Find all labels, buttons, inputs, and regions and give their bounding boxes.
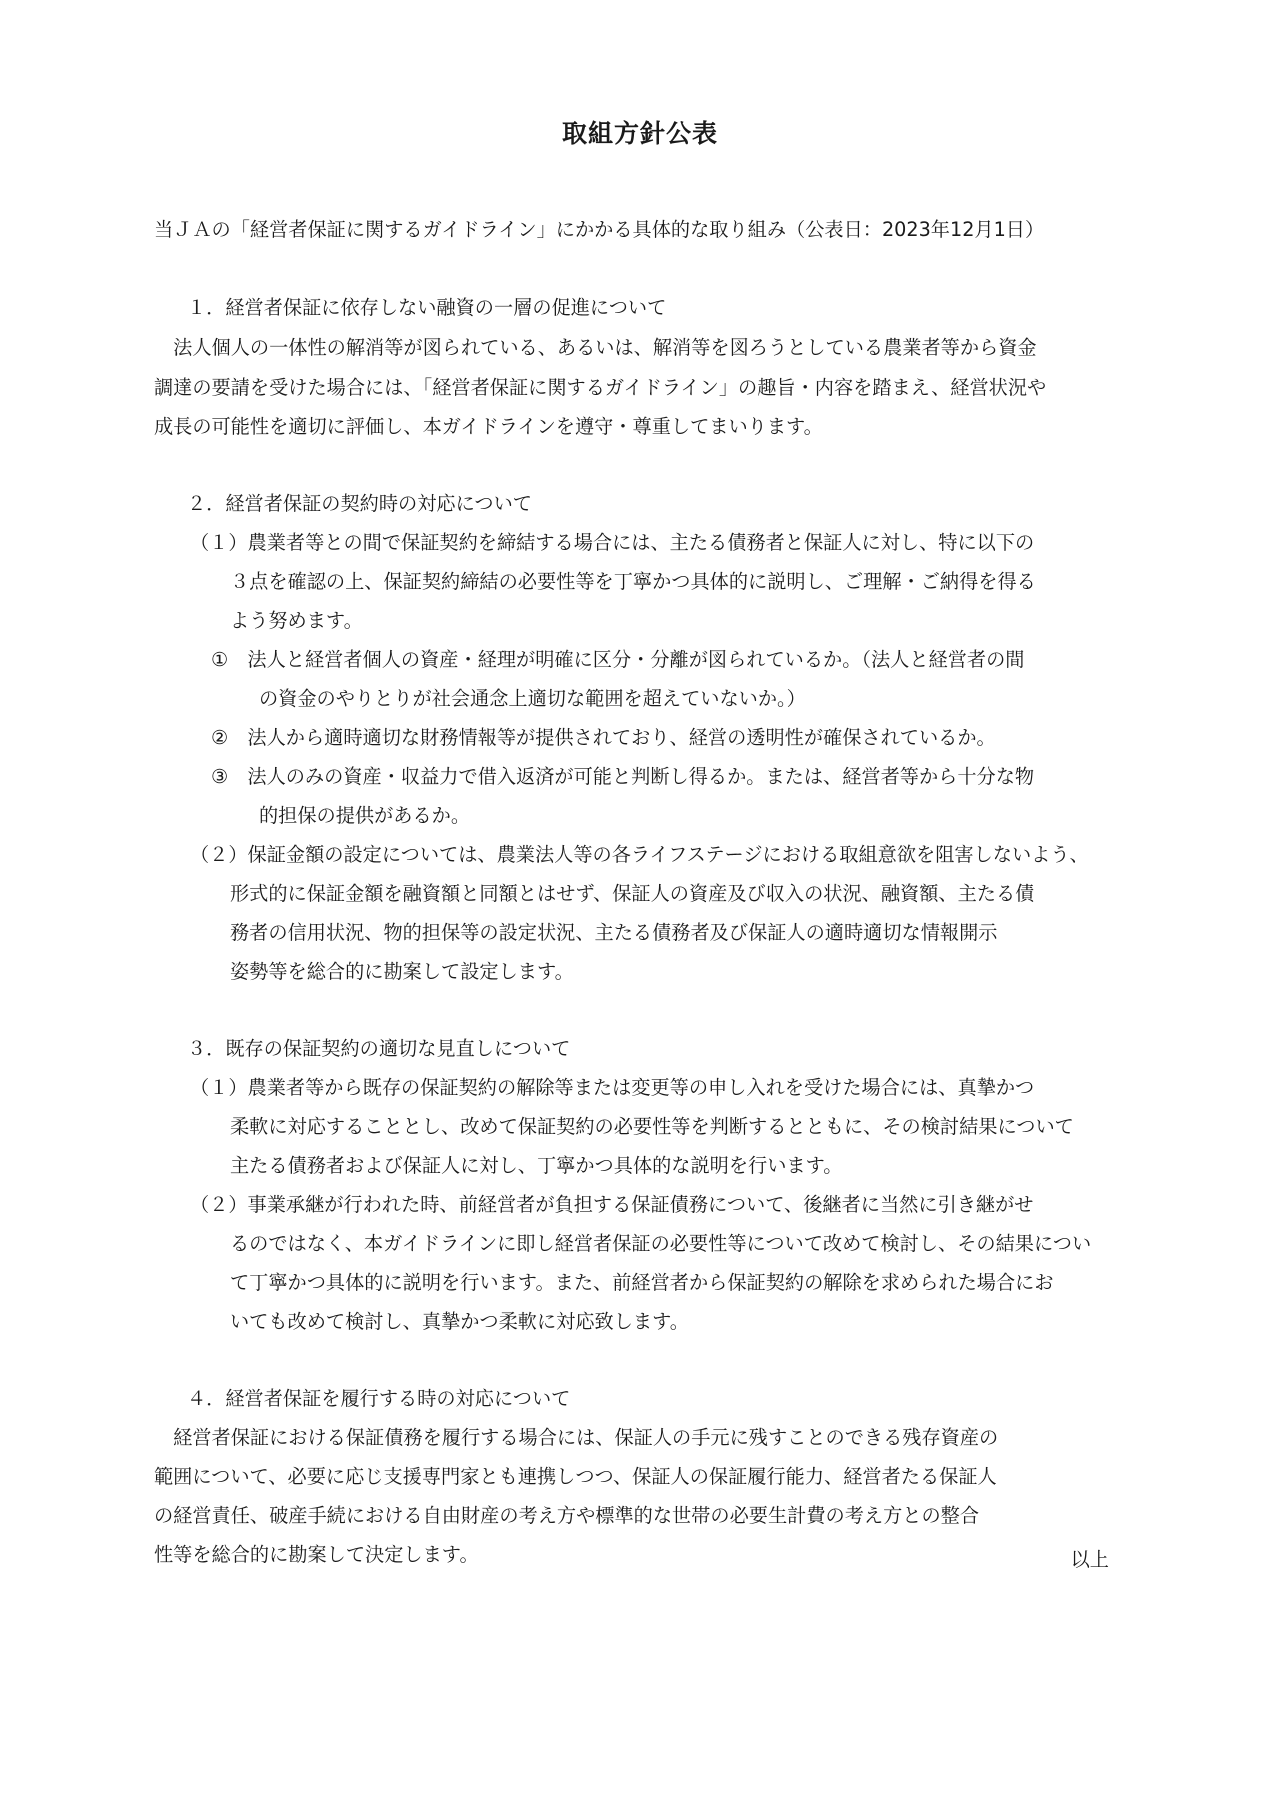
section-3-heading: ３．既存の保証契約の適切な見直しについて xyxy=(187,1037,571,1060)
section-4-body-line: 性等を総合的に勘案して決定します。 xyxy=(154,1543,479,1566)
section-2-item-1-line: よう努めます。 xyxy=(230,609,363,632)
section-1-heading: １．経営者保証に依存しない融資の一層の促進について xyxy=(187,296,667,319)
section-4-body-line: の経営責任、破産手続における自由財産の考え方や標準的な世帯の必要生計費の考え方との整合 xyxy=(154,1504,980,1527)
section-3-item-2-line: るのではなく、本ガイドラインに即し経営者保証の必要性等について改めて検討し、その結果につい xyxy=(230,1232,1092,1255)
section-4-body-line: 範囲について、必要に応じ支援専門家とも連携しつつ、保証人の保証履行能力、経営者たる保証人 xyxy=(154,1465,997,1488)
section-3-item-2-line: いても改めて検討し、真摯かつ柔軟に対応致します。 xyxy=(230,1310,689,1333)
section-2-item-2-line: （２）保証金額の設定については、農業法人等の各ライフステージにおける取組意欲を阻害しないよう、 xyxy=(190,843,1089,866)
page-title: 取組方針公表 xyxy=(561,119,718,148)
section-3-item-2-line: （２）事業承継が行われた時、前経営者が負担する保証債務について、後継者に当然に引き継がせ xyxy=(190,1193,1034,1216)
section-1-body-line: 成長の可能性を適切に評価し、本ガイドラインを遵守・尊重してまいります。 xyxy=(154,415,823,438)
section-2-item-2-line: 務者の信用状況、物的担保等の設定状況、主たる債務者及び保証人の適時適切な情報開示 xyxy=(230,921,998,944)
section-1-body-line: 法人個人の一体性の解消等が図られている、あるいは、解消等を図ろうとしている農業者等から資金 xyxy=(154,336,1037,359)
section-4-body-line: 経営者保証における保証債務を履行する場合には、保証人の手元に残すことのできる残存資産の xyxy=(154,1426,999,1449)
section-2-item-1-line: ３点を確認の上、保証契約締結の必要性等を丁寧かつ具体的に説明し、ご理解・ご納得を得る xyxy=(230,570,1036,593)
closing-mark: 以上 xyxy=(1070,1548,1109,1571)
section-3-item-1-line: 主たる債務者および保証人に対し、丁寧かつ具体的な説明を行います。 xyxy=(230,1154,843,1177)
section-2-item-2-line: 姿勢等を総合的に勘案して設定します。 xyxy=(230,960,574,983)
section-2-point-2-line: ② 法人から適時適切な財務情報等が提供されており、経営の透明性が確保されているか。 xyxy=(211,726,996,749)
section-3-item-2-line: て丁寧かつ具体的に説明を行います。また、前経営者から保証契約の解除を求められた場合にお xyxy=(230,1271,1054,1294)
section-2-point-3-line: ③ 法人のみの資産・収益力で借入返済が可能と判断し得るか。または、経営者等から十分な物 xyxy=(211,765,1035,788)
section-2-item-2-line: 形式的に保証金額を融資額と同額とはせず、保証人の資産及び収入の状況、融資額、主たる債 xyxy=(230,882,1035,905)
section-2-point-1-line: の資金のやりとりが社会通念上適切な範囲を超えていないか。） xyxy=(259,687,806,710)
section-2-point-1-line: ① 法人と経営者個人の資産・経理が明確に区分・分離が図られているか。（法人と経営者の間 xyxy=(211,648,1025,671)
intro-line: 当ＪＡの「経営者保証に関するガイドライン」にかかる具体的な取り組み（公表日：2023年12月1日） xyxy=(154,218,1045,241)
section-4-heading: ４．経営者保証を履行する時の対応について xyxy=(187,1387,571,1410)
section-1-body-line: 調達の要請を受けた場合には、「経営者保証に関するガイドライン」の趣旨・内容を踏まえ、経営状況や xyxy=(154,376,1047,399)
section-2-point-3-line: 的担保の提供があるか。 xyxy=(259,804,471,827)
section-3-item-1-line: 柔軟に対応することとし、改めて保証契約の必要性等を判断するとともに、その検討結果について xyxy=(230,1115,1074,1138)
section-2-heading: ２．経営者保証の契約時の対応について xyxy=(187,492,532,515)
section-2-item-1-line: （１）農業者等との間で保証契約を締結する場合には、主たる債務者と保証人に対し、特に以下の xyxy=(190,531,1035,554)
section-3-item-1-line: （１）農業者等から既存の保証契約の解除等または変更等の申し入れを受けた場合には、真摯かつ xyxy=(190,1076,1035,1099)
